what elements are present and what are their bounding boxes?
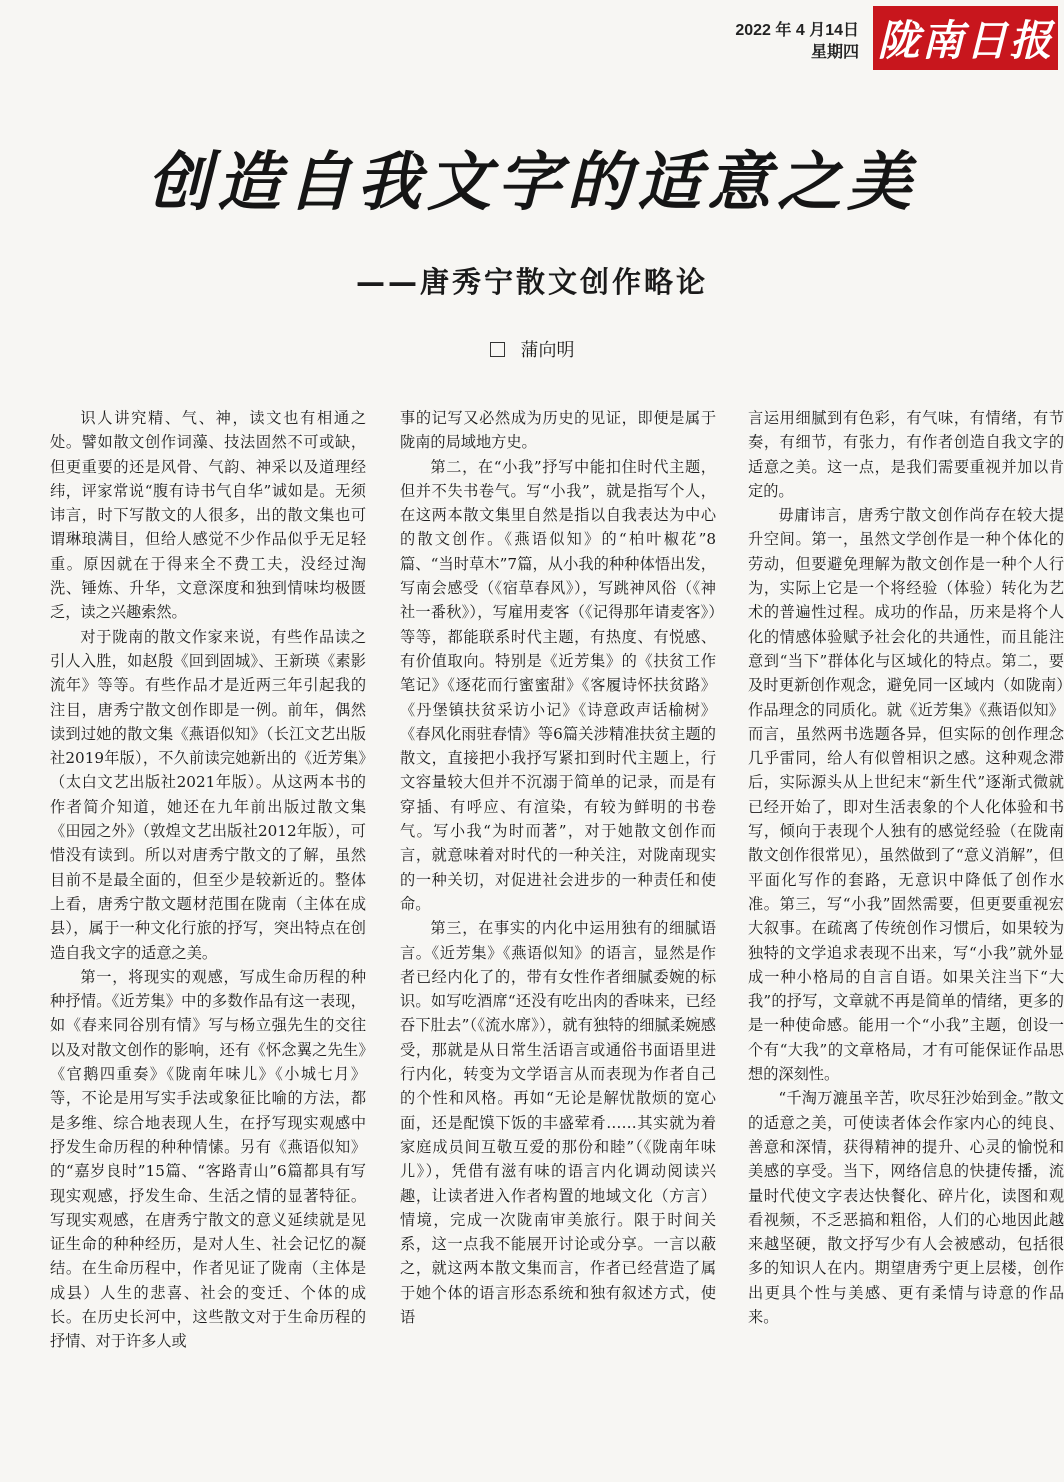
paragraph-continued: 言运用细腻到有色彩，有气味，有情绪，有节奏，有细节，有张力，有作者创造自我文字的适意之美。这一点，是我们需要重视并加以肯定的。 xyxy=(748,409,1064,500)
text-column-3 xyxy=(748,406,1064,1466)
byline-box-icon xyxy=(490,342,505,357)
author-name: 蒲向明 xyxy=(520,340,575,361)
paragraph-continued: 事的记写又必然成为历史的见证，即便是属于陇南的局域地方史。 xyxy=(400,409,716,452)
newspaper-logo xyxy=(873,6,1058,70)
paragraph: 第一，将现实的观感，写成生命历程的种种抒情。《近芳集》中的多数作品有这一表现，如《春来同谷別有情》写与杨立强先生的交往以及对散文创作的影响，还有《怀念翼之先生》《官鹅四重奏》《陇南年味儿》《小城七月》等，不论是用写实手法或象征比喻的方法，都是多维、综合地表现人生，在抒写现实观感中抒发生命历程的种种情愫。另有《燕语似知》的“嘉岁良时”15篇、“客路青山”6篇都具有写现实观感，抒发生命、生活之情的显著特征。写现实观感，在唐秀宁散文的意义延续就是见证生命的种种经历，是对人生、社会记忆的凝结。在生命历程中，作者见证了陇南（主体是成县）人生的悲喜、社会的变迁、个体的成长。在历史长河中，这些散文对于生命历程的抒情、对于许多人或 xyxy=(50,967,366,1351)
paragraph: 识人讲究精、气、神，读文也有相通之处。譬如散文创作词藻、技法固然不可或缺，但更重要的还是风骨、气韵、神采以及道理经纬，评家常说“腹有诗书气自华”诚如是。无须讳言，时下写散文的人很多，出的散文集也可谓琳琅满目，但给人感觉不少作品似乎无足轻重。原因就在于得来全不费工夫，没经过淘洗、锤炼、升华，文意深度和独到情味均极匮乏，读之兴趣索然。 xyxy=(50,409,366,622)
paragraph: “千淘万漉虽辛苦，吹尽狂沙始到金。”散文的适意之美，可使读者体会作家内心的纯良、善意和深情，获得精神的提升、心灵的愉悦和美感的享受。当下，网络信息的快捷传播，流量时代使文字表达快餐化、碎片化，读图和观看视频，不乏恶搞和粗俗，人们的心地因此越来越坚硬，散文抒写少有人会被感动，包括很多的知识人在内。期望唐秀宁更上层楼，创作出更具个性与美感、更有柔情与诗意的作品来。 xyxy=(748,1089,1064,1326)
issue-weekday: 星期四 xyxy=(810,44,859,61)
paragraph: 第三，在事实的内化中运用独有的细腻语言。《近芳集》《燕语似知》的语言，显然是作者已经内化了的，带有女性作者细腻委婉的标识。如写吃酒席“还没有吃出肉的香味来，已经吞下肚去”（《流水席》），就有独特的细腻柔婉感受，那就是从日常生活语言或通俗书面语里进行内化，转变为文学语言从而表现为作者自己的个性和风格。再如“无论是解忧散烦的宽心面，还是配馍下饭的丰盛荤肴……其实就为着家庭成员间互敬互爱的那份和睦”（《陇南年味儿》），凭借有滋有味的语言内化调动阅读兴趣，让读者进入作者构置的地域文化（方言）情境，完成一次陇南审美旅行。限于时间关系，这一点我不能展开讨论或分享。一言以蔽之，就这两本散文集而言，作者已经营造了属于她个体的语言形态系统和独有叙述方式，使语 xyxy=(400,919,716,1326)
logo-text: 陇南日报 xyxy=(877,16,1054,65)
paragraph: 毋庸讳言，唐秀宁散文创作尚存在较大提升空间。第一，虽然文学创作是一种个体化的劳动，但要避免理解为散文创作是一种个人行为，实际上它是一个将经验（体验）转化为艺术的普遍性过程。成功的作品，历来是将个人化的情感体验赋予社会化的共通性，而且能注意到“当下”群体化与区域化的特点。第二，要及时更新创作观念，避免同一区域内（如陇南）作品理念的同质化。就《近芳集》《燕语似知》而言，虽然两书选题各异，但实际的创作理念几乎雷同，给人有似曾相识之感。这种观念滞后，实际源头从上世纪末“新生代”逐渐式微就已经开始了，即对生活表象的个人化体验和书写，倾向于表现个人独有的感觉经验（在陇南散文创作很常见），虽然做到了“意义消解”，但平面化写作的套路，无意识中降低了创作水准。第三，写“小我”固然需要，但更要重视宏大叙事。在疏离了传统创作习惯后，如果较为独特的文学追求表现不出来，写“小我”就外显成一种小格局的自言自语。如果关注当下“大我”的抒写，文章就不再是简单的情绪，更多的是一种使命感。能用一个“小我”主题，创设一个有“大我”的文章格局，才有可能保证作品思想的深刻性。 xyxy=(748,506,1064,1084)
article-byline xyxy=(0,338,1064,364)
article-title: 创造自我文字的适意之美 xyxy=(147,145,917,220)
issue-date: 2022 年 4 月14日 xyxy=(735,22,859,39)
masthead-date-block xyxy=(735,20,859,64)
text-column-2 xyxy=(400,406,716,1466)
paragraph: 对于陇南的散文作家来说，有些作品读之引人入胜，如赵殷《回到固城》、王新瑛《素影流年》等等。有些作品才是近两三年引起我的注目，唐秀宁散文创作即是一例。前年，偶然读到过她的散文集《燕语似知》（长江文艺出版社2019年版），不久前读完她新出的《近芳集》（太白文艺出版社2021年版）。从这两本书的作者简介知道，她还在九年前出版过散文集《田园之外》（敦煌文艺出版社2012年版），可惜没有读到。所以对唐秀宁散文的了解，虽然目前不是最全面的，但至少是较新近的。整体上看，唐秀宁散文题材范围在陇南（主体在成县），属于一种文化行旅的抒写，突出特点在创造自我文字的适意之美。 xyxy=(50,627,366,962)
paragraph: 第二，在“小我”抒写中能扣住时代主题，但并不失书卷气。写“小我”，就是指写个人，在这两本散文集里自然是指以自我表达为中心的散文创作。《燕语似知》的“柏叶椒花”8篇、“当时草木”7篇，从小我的种种体悟出发，写南会感受（《宿草春风》），写跳神风俗（《神社一番秋》），写雇用麦客（《记得那年请麦客》）等等，都能联系时代主题，有热度、有悦感、有价值取向。特别是《近芳集》的《扶贫工作笔记》《逐花而行蜜蜜甜》《客履诗怀扶贫路》《丹堡镇扶贫采访小记》《诗意政声话榆树》《春风化雨驻春情》等6篇关涉精准扶贫主题的散文，直接把小我抒写紧扣到时代主题上，行文容量较大但并不沉溺于简单的记录，而是有穿插、有呼应、有渲染，有较为鲜明的书卷气。写小我“为时而著”，对于她散文创作而言，就意味着对时代的一种关注，对陇南现实的一种关切，对促进社会进步的一种责任和使命。 xyxy=(400,457,716,913)
article-subtitle: ——唐秀宁散文创作略论 xyxy=(355,265,708,299)
text-column-1 xyxy=(50,406,366,1466)
